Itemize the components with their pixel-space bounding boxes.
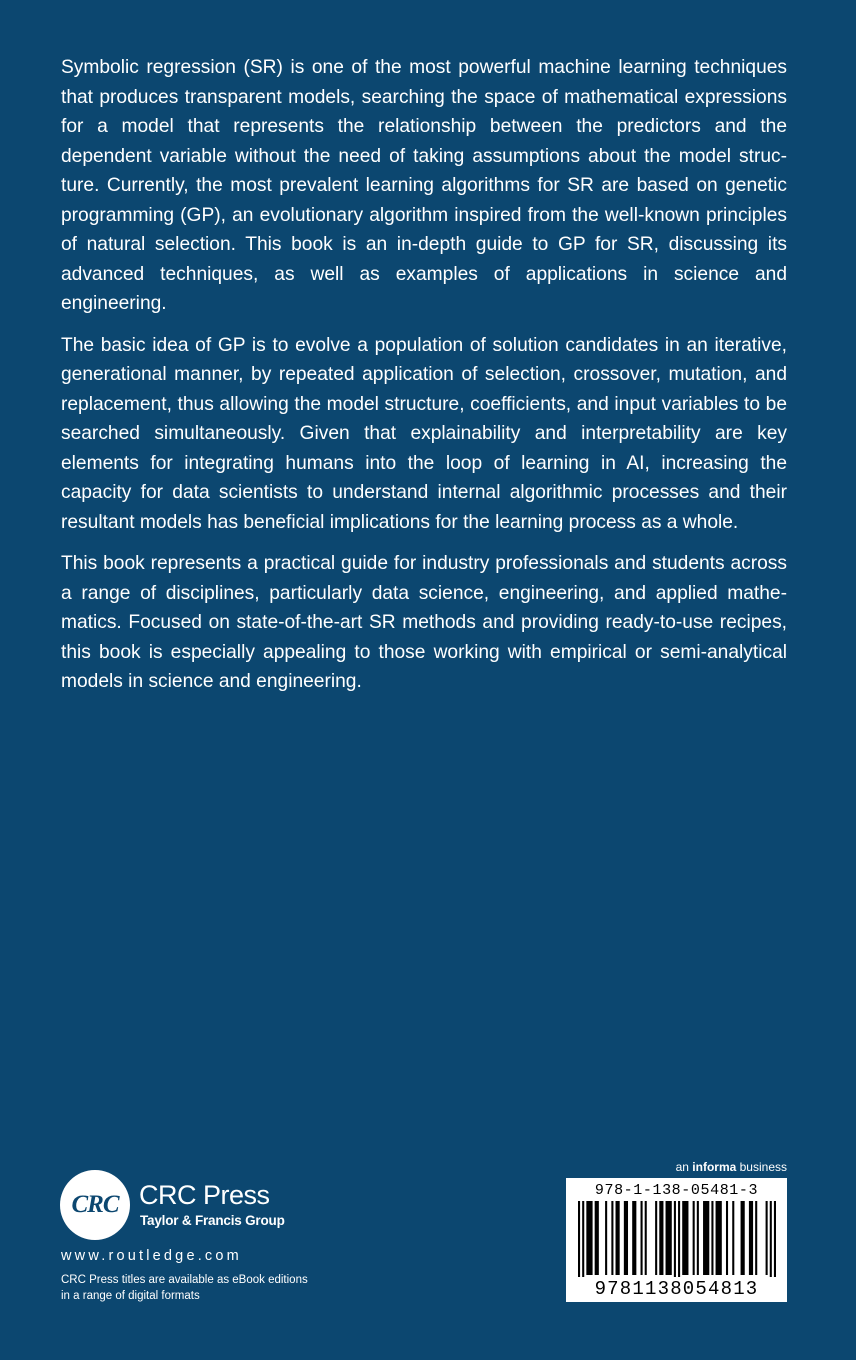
barcode-bar [595,1201,599,1275]
barcode-bar [770,1201,772,1277]
ebook-note [61,1272,341,1304]
barcode-bar [766,1201,768,1275]
barcode-bar [582,1201,584,1277]
blurb-paragraph-2: The basic idea of GP is to evolve a population of solution candidates in an iterative, generational manner, by repeated application of selection, crossover, mutation, and replacement, thus allowing the model structure, coefficients, and input variables to be searched simultaneously. Given that explainability and interpretability are key elements for integrating humans into the loop of learning in AI, increasing the capacity for data scientists to understand internal algorithmic processes and their resultant models has beneficial implications for the learning process as a whole. [61,334,787,533]
barcode-bar [605,1201,607,1275]
barcode-bar [624,1201,628,1275]
barcode-bar [678,1201,680,1277]
barcode-bar [749,1201,753,1275]
barcode-bar [755,1201,757,1275]
publisher-website: www.routledge.com [61,1248,242,1264]
barcode-bar [711,1201,713,1275]
barcode-bar [586,1201,592,1275]
isbn-digits: 9781138054813 [594,1278,759,1300]
barcode-bar [659,1201,663,1275]
back-cover-blurb [61,53,787,709]
publisher-group: Taylor & Francis Group [140,1213,285,1228]
barcode-bar [674,1201,676,1277]
isbn-hyphenated: 978-1-138-05481-3 [594,1182,759,1199]
tagline-brand: informa [692,1160,737,1174]
barcode-bar [666,1201,672,1275]
barcode-bar [726,1201,728,1275]
barcode-bar [732,1201,734,1275]
barcode-bar [655,1201,657,1275]
barcode-bar [645,1201,647,1275]
barcode-bar [703,1201,709,1275]
crc-logo-icon [60,1170,130,1240]
barcode-bar [693,1201,695,1275]
barcode-bars-icon [578,1201,776,1277]
barcode-bar [578,1201,580,1277]
publisher-block [60,1170,360,1310]
barcode-bar [632,1201,636,1275]
tagline-suffix: business [736,1160,787,1174]
crc-logo-text: CRC [71,1191,119,1218]
barcode-bar [641,1201,643,1275]
barcode-bar [741,1201,745,1275]
barcode-bar [611,1201,613,1275]
blurb-paragraph-1: Symbolic regression (SR) is one of the most powerful machine learning techniques that produces transparent models, searching the space of mathematical expressions for a model that represents the relationship between the predictors and the dependent variable without the need of taking assumptions about the model structure. Currently, the most prevalent learning algorithms for SR are based on genetic programming (GP), an evolutionary algorithm inspired from the well-known principles of natural selection. This book is an in-depth guide to GP for SR, discussing its advanced techniques, as well as examples of applications in science and engineering. [61,57,787,314]
barcode-bar [774,1201,776,1277]
ebook-note-line-2: in a range of digital formats [61,1290,200,1302]
isbn-barcode [566,1178,787,1302]
tagline-prefix: an [675,1160,693,1174]
informa-tagline [0,1160,787,1174]
barcode-bar [682,1201,688,1275]
ebook-note-line-1: CRC Press titles are available as eBook editions [61,1274,308,1286]
barcode-bar [616,1201,620,1275]
barcode-bar [697,1201,699,1275]
publisher-name: CRC Press [139,1180,270,1210]
barcode-bar [716,1201,722,1275]
blurb-paragraph-3: This book represents a practical guide for industry professionals and students across a range of disciplines, particularly data science, engineering, and applied mathematics. Focused on state-of-the-art SR methods and providing ready-to-use recipes, this book is especially appealing to those working with empirical or semi-analytical models in science and engineering. [61,553,787,692]
